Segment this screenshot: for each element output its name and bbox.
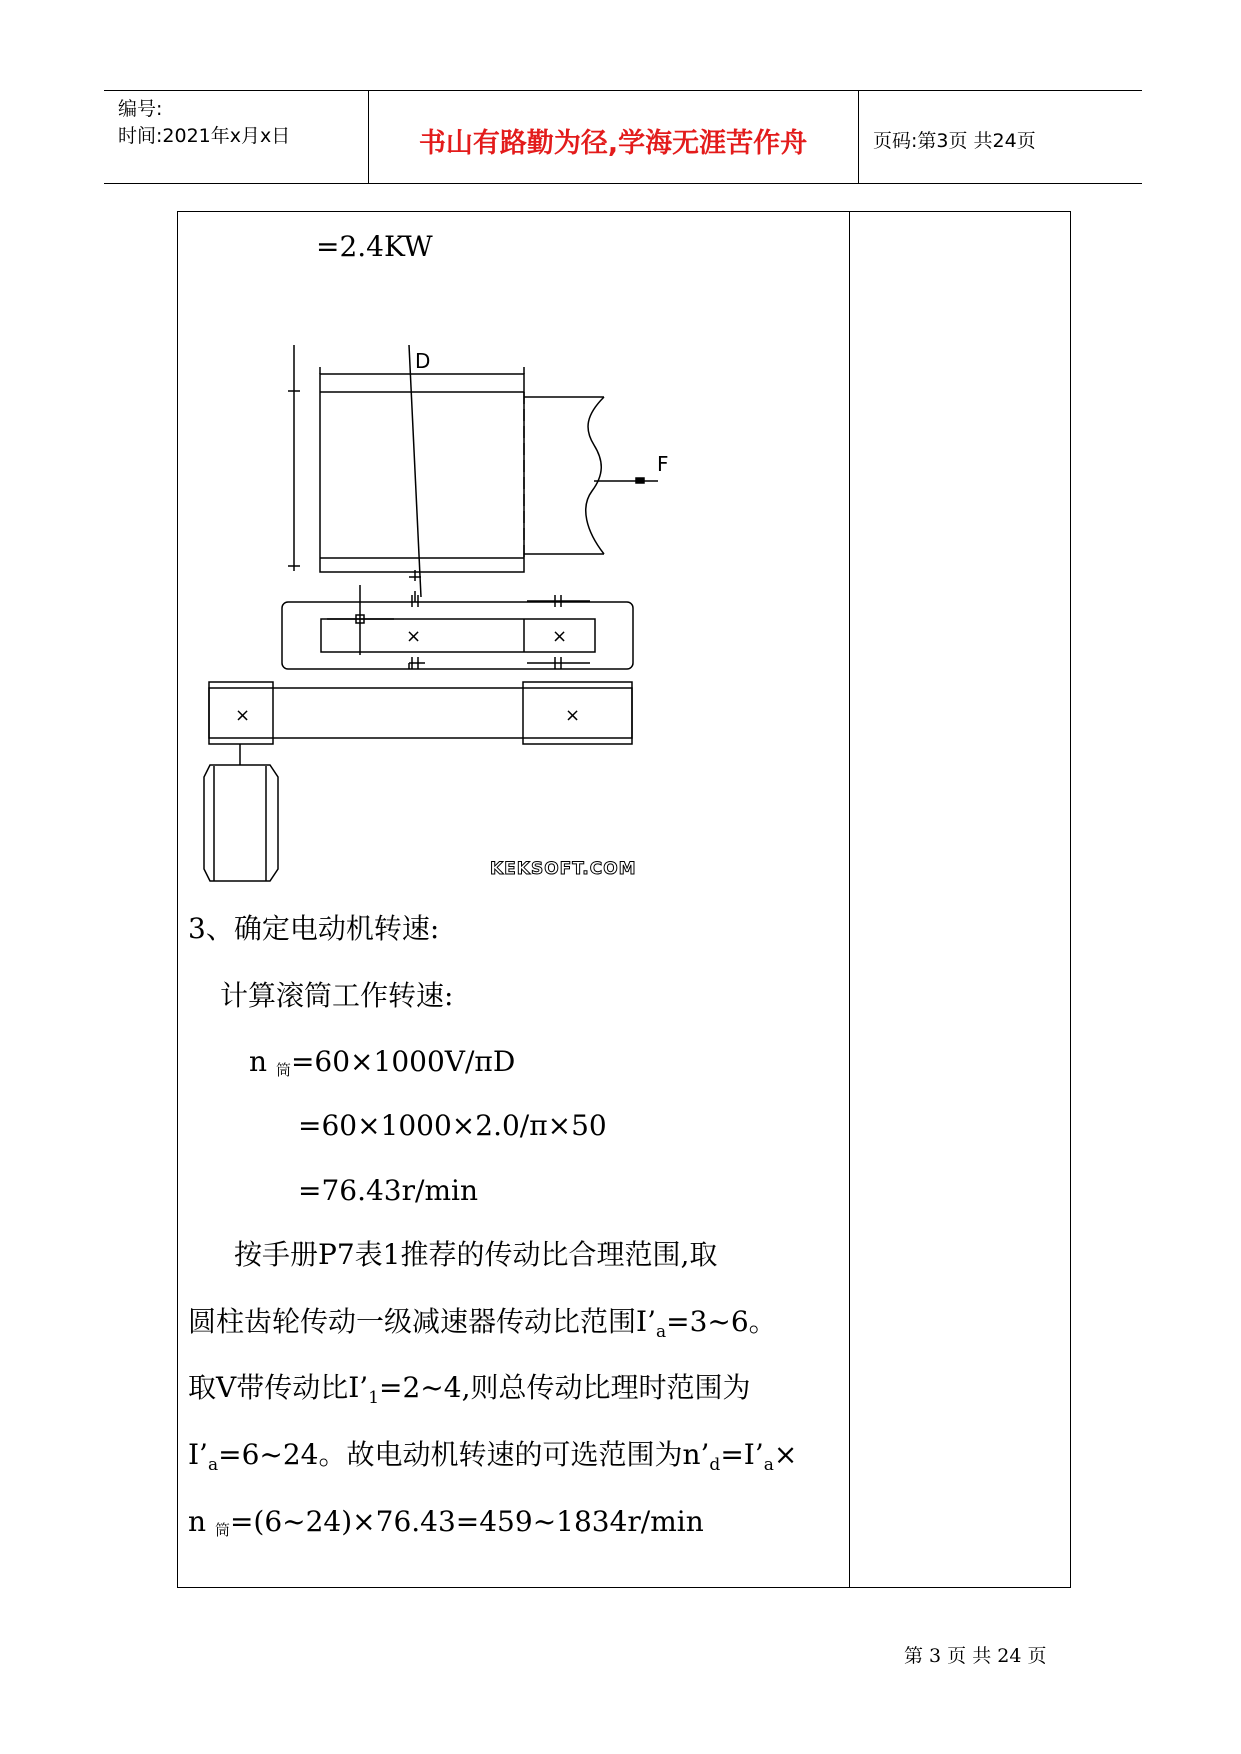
reducer-housing — [282, 602, 633, 669]
page-info: 页码:第3页 共24页 — [873, 130, 1036, 152]
paragraph-line-2: 圆柱齿轮传动一级减速器传动比范围$I’_a=3\sim 6$。 — [188, 1305, 777, 1342]
section-title: 3、确定电动机转速: — [188, 912, 440, 945]
paragraph-line-4: $I’_a=6\sim 24$。故电动机转速的可选范围为$n’_d=I’_a\times$ — [188, 1438, 798, 1475]
paragraph-line-5: n $_筒$=(6~24)×76.43=459~1834r/min — [188, 1505, 704, 1539]
reducer-bearing-mark-1: × — [406, 626, 422, 647]
watermark: KEKSOFT.COM — [490, 859, 637, 879]
belt-pulley-mark-1: × — [235, 705, 251, 726]
time-label: 时间:2021年x月x日 — [118, 125, 291, 147]
header-bottom-rule — [104, 183, 1142, 184]
reducer-bearing-mark-2: × — [552, 626, 568, 647]
power-result: =2.4KW — [316, 230, 433, 263]
calc-title: 计算滚筒工作转速: — [220, 979, 454, 1012]
label-d: D — [415, 349, 431, 373]
motor — [204, 765, 278, 881]
sub-tong: 筒 — [275, 1061, 291, 1079]
header-motto: 书山有路勤为径,学海无涯苦作舟 — [418, 128, 808, 159]
transmission-diagram — [200, 345, 680, 895]
belt-break-line — [586, 397, 604, 554]
label-f: F — [657, 452, 669, 476]
paragraph-line-3: 取V带传动比$I’_1=2\sim 4$,则总传动比理时范围为 — [188, 1371, 751, 1408]
equation-2: =60×1000×2.0/π×50 — [298, 1109, 607, 1142]
belt-pulley-mark-2: × — [565, 705, 581, 726]
drum — [320, 374, 524, 572]
paragraph-line-1: 按手册P7表1推荐的传动比合理范围,取 — [234, 1238, 718, 1271]
equation-3: =76.43r/min — [298, 1174, 478, 1207]
header-divider-right — [858, 90, 859, 184]
page-footer: 第 3 页 共 24 页 — [904, 1645, 1047, 1667]
table-column-divider — [849, 211, 850, 1588]
header-top-rule — [104, 90, 1142, 91]
equation-1: n $_筒$=60×1000V/πD — [249, 1045, 516, 1079]
serial-label: 编号: — [118, 98, 163, 120]
